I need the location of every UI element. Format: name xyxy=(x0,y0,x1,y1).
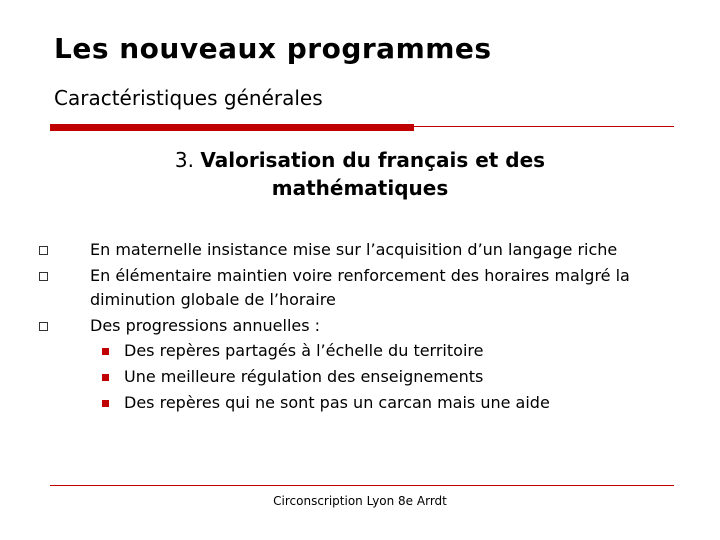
section-number: 3. xyxy=(174,148,194,172)
list-item xyxy=(30,314,670,416)
list-item-text: En maternelle insistance mise sur l’acquisition d’un langage riche xyxy=(90,240,618,259)
sub-list-item xyxy=(90,338,670,364)
list-item-text: En élémentaire maintien voire renforcement des horaires malgré la diminution globale de l’horaire xyxy=(90,266,630,309)
sub-list-item-text: Des repères qui ne sont pas un carcan mais une aide xyxy=(124,393,550,412)
slide-title: Les nouveaux programmes xyxy=(54,32,492,65)
sub-bullet-list xyxy=(90,338,670,416)
list-item-text: Des progressions annuelles : xyxy=(90,316,321,335)
hollow-square-icon xyxy=(39,272,48,281)
section-heading-line1: Valorisation du français et des xyxy=(200,148,546,172)
hollow-square-icon xyxy=(39,246,48,255)
list-item xyxy=(30,238,670,262)
bullet-list xyxy=(30,238,670,418)
sub-list-item xyxy=(90,390,670,416)
hollow-square-icon xyxy=(39,322,48,331)
list-item xyxy=(30,264,670,312)
sub-list-item-text: Une meilleure régulation des enseignements xyxy=(124,367,484,386)
section-heading xyxy=(110,146,610,202)
section-heading-line2: mathématiques xyxy=(271,176,449,200)
sub-list-item xyxy=(90,364,670,390)
slide-footer: Circonscription Lyon 8e Arrdt xyxy=(273,494,447,508)
filled-square-icon xyxy=(102,400,109,407)
title-accent-bar xyxy=(50,124,414,131)
title-divider-line xyxy=(414,126,674,127)
filled-square-icon xyxy=(102,348,109,355)
filled-square-icon xyxy=(102,374,109,381)
footer-divider-line xyxy=(50,485,674,486)
sub-list-item-text: Des repères partagés à l’échelle du territoire xyxy=(124,341,484,360)
slide-subtitle: Caractéristiques générales xyxy=(54,86,323,110)
